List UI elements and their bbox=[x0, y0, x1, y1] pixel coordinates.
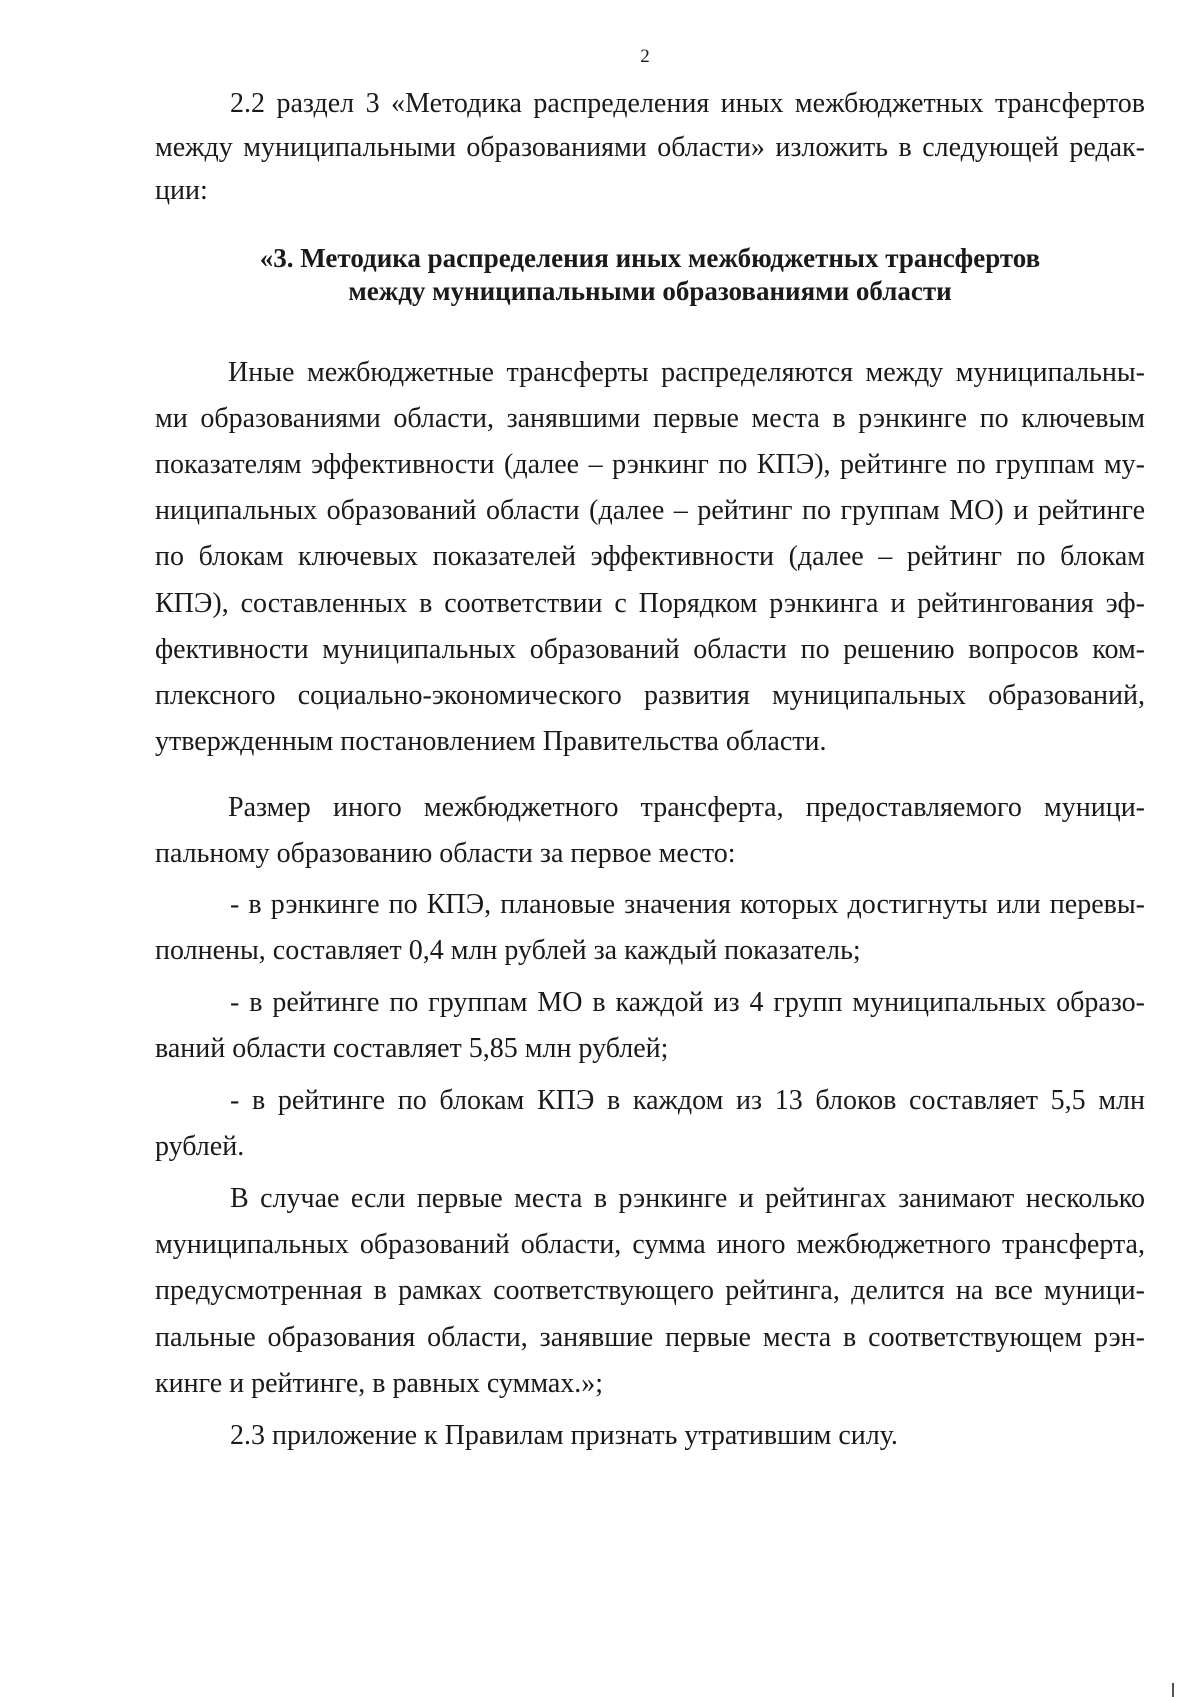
paragraph-line: предусмотренная в рамках соответствующего рейтинга, делится на все муници- bbox=[155, 1275, 1145, 1306]
paragraph-line: фективности муниципальных образований области по решению вопросов ком- bbox=[155, 634, 1145, 665]
page-number: 2 bbox=[640, 46, 650, 67]
paragraph-line: В случае если первые места в рэнкинге и рейтингах занимают несколько bbox=[230, 1183, 1145, 1214]
item-2-2-line: 2.2 раздел 3 «Методика распределения иных межбюджетных трансфертов bbox=[230, 88, 1145, 119]
paragraph-line: пальные образования области, занявшие первые места в соответствующем рэн- bbox=[155, 1322, 1145, 1353]
bullet-line: - в рэнкинге по КПЭ, плановые значения которых достигнуты или перевы- bbox=[230, 889, 1145, 920]
paragraph-line: кинге и рейтинге, в равных суммах.»; bbox=[155, 1368, 604, 1399]
section-heading-line: между муниципальными образованиями области bbox=[348, 276, 952, 306]
paragraph-line: пальному образованию области за первое место: bbox=[155, 838, 736, 869]
bullet-line: - в рейтинге по группам МО в каждой из 4 групп муниципальных образо- bbox=[230, 987, 1145, 1018]
paragraph-line: Размер иного межбюджетного трансферта, предоставляемого муници- bbox=[228, 792, 1145, 823]
item-2-2-line: ции: bbox=[155, 175, 208, 206]
paragraph-line: ниципальных образований области (далее – рейтинг по группам МО) и рейтинге bbox=[155, 495, 1145, 526]
paragraph-line: КПЭ), составленных в соответствии с Порядком рэнкинга и рейтингования эф- bbox=[155, 588, 1145, 619]
section-heading-line: «3. Методика распределения иных межбюджетных трансфертов bbox=[259, 243, 1041, 273]
paragraph-line: по блокам ключевых показателей эффективности (далее – рейтинг по блокам bbox=[155, 541, 1145, 572]
paragraph-line: показателям эффективности (далее – рэнкинг по КПЭ), рейтинге по группам му- bbox=[155, 449, 1145, 480]
item-2-3: 2.3 приложение к Правилам признать утратившим силу. bbox=[230, 1420, 898, 1451]
paragraph-line: муниципальных образований области, сумма иного межбюджетного трансферта, bbox=[155, 1229, 1145, 1260]
bullet-line: ваний области составляет 5,85 млн рублей; bbox=[155, 1033, 669, 1064]
paragraph-line: Иные межбюджетные трансферты распределяются между муниципальны- bbox=[228, 357, 1145, 388]
bullet-line: - в рейтинге по блокам КПЭ в каждом из 13 блоков составляет 5,5 млн bbox=[230, 1085, 1145, 1116]
paragraph-line: утвержденным постановлением Правительства области. bbox=[155, 726, 827, 757]
paragraph-line: ми образованиями области, занявшими первые места в рэнкинге по ключевым bbox=[155, 403, 1145, 434]
bullet-line: рублей. bbox=[155, 1131, 245, 1162]
item-2-2-line: между муниципальными образованиями области» изложить в следующей редак- bbox=[155, 132, 1145, 163]
scan-mark bbox=[1172, 1683, 1174, 1697]
bullet-line: полнены, составляет 0,4 млн рублей за каждый показатель; bbox=[155, 935, 861, 966]
paragraph-line: плексного социально-экономического развития муниципальных образований, bbox=[155, 680, 1145, 711]
